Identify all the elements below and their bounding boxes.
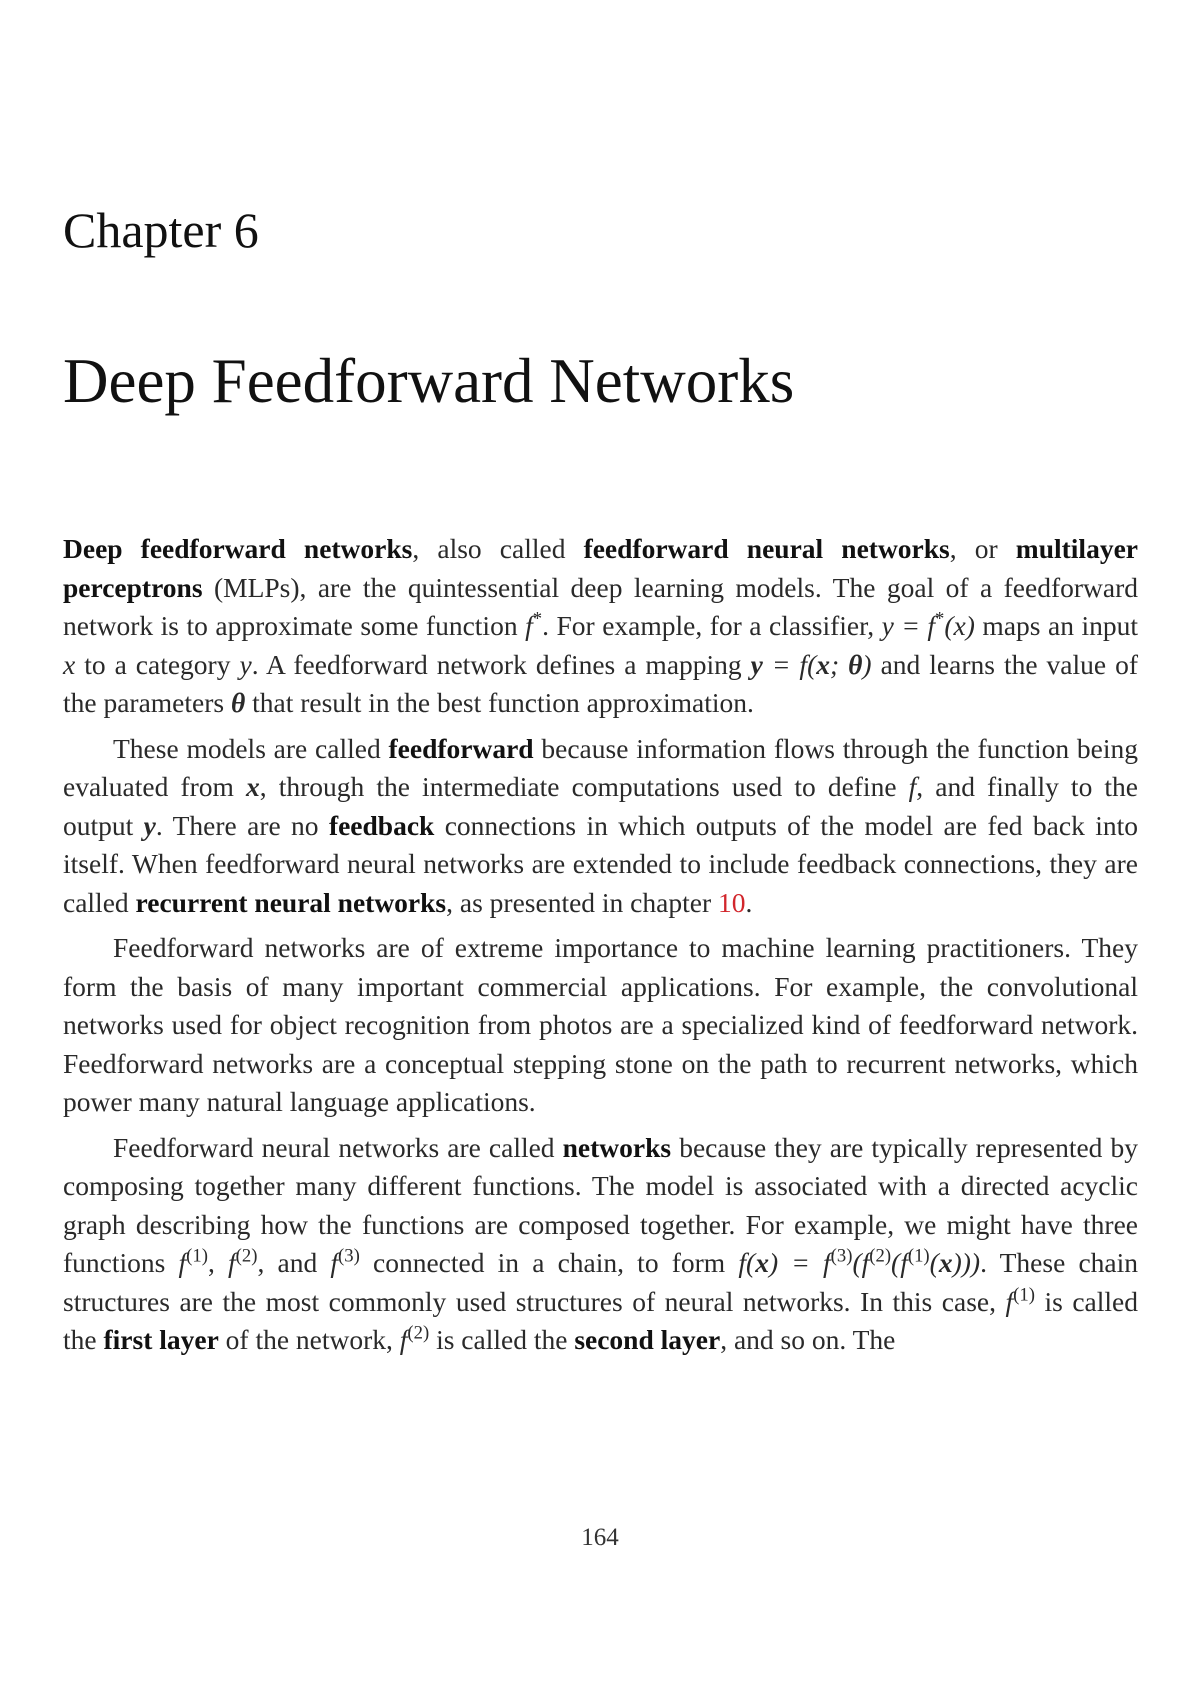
term-recurrent-neural-networks: recurrent neural networks (135, 886, 447, 918)
term-feedforward: feedforward (388, 732, 534, 764)
math-mapping: y = f(x; θ) (750, 648, 872, 680)
term-networks: networks (562, 1131, 672, 1163)
chapter-10-link[interactable]: 10 (717, 886, 746, 918)
term-second-layer: second layer (574, 1324, 721, 1355)
term-feedback: feedback (328, 809, 435, 841)
chapter-body (63, 530, 1138, 1367)
term-first-layer: first layer (103, 1324, 219, 1355)
chapter-number: Chapter 6 (63, 202, 259, 258)
paragraph-importance: Feedforward networks are of extreme importance to machine learning practitioners. They form the basis of many important commercial applications. For example, the convolutional networks used for object recognition from photos are a specialized kind of feedforward network. Feedforward networks are a conceptual stepping stone on the path to recurrent networks, which power many natural language applications. (63, 932, 1138, 1117)
math-y: y (239, 648, 252, 680)
paragraph-feedforward: These models are called feedforward because information flows through the function being evaluated from x, through the intermediate computations used to define f, and finally to the output y. There are no feedback connections in which outputs of the model are fed back into itself. When feedforward neural networks are extended to include feedback connections, they are called recurrent neural networks, as presented in chapter 10. (63, 732, 1139, 918)
paragraph-networks: Feedforward neural networks are called networks because they are typically represented by composing together many different functions. The model is associated with a directed acyclic graph describing how the functions are composed together. For example, we might have three functions $f^{(1)}$, $f^{(2)}$, and $f^{(3)}$ connected in a chain, to form $f(x) = f^{(3)}(f^{(2)}(f^{(1)}(x)))$. These chain structures are the most commonly used structures of neural networks. In this case, $f^{(1)}$ is called the first layer of the network, $f^{(2)}$ is called the second layer, and so on. The (63, 1131, 1138, 1355)
chapter-title: Deep Feedforward Networks (63, 346, 795, 416)
paragraph-intro: Deep feedforward networks, also called feedforward neural networks, or multilayer perceptrons (MLPs), are the quintessential deep learning models. The goal of a feedforward network is to approximate some function f*. For example, for a classifier, y = f*(x) maps an input x to a category y. A feedforward network defines a mapping y = f(x; θ) and learns the value of the parameters θ that result in the best function approximation. (63, 533, 1138, 718)
math-classifier: y = f*(x) (881, 608, 975, 641)
term-deep-feedforward-networks: Deep feedforward networks (63, 533, 413, 564)
math-f-star: f* (525, 608, 543, 641)
term-multilayer-perceptrons: multilayer perceptrons (63, 533, 1138, 603)
math-composition: $f(x) = f^{(3)}(f^{(2)}(f^{(1)}(x)))$ (738, 1245, 981, 1278)
page-number: 164 (581, 1524, 619, 1551)
math-x: x (63, 648, 76, 680)
math-theta: θ (230, 687, 246, 718)
term-feedforward-neural-networks: feedforward neural networks (583, 533, 950, 564)
